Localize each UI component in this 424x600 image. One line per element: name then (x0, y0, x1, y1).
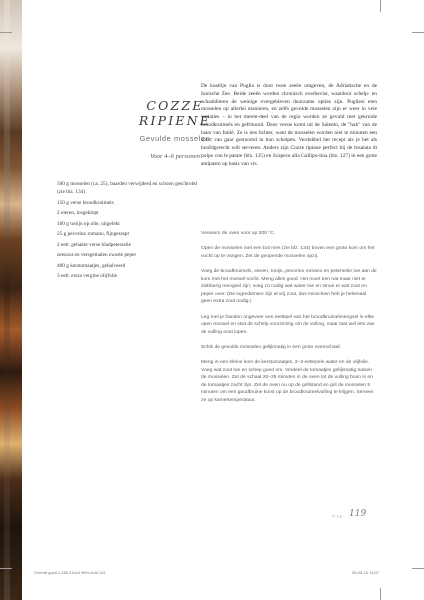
section-label: VIS (332, 514, 344, 519)
crop-mark (412, 568, 424, 569)
method-step: Voeg de broodkruimels, eieren, tonijn, pecorino romano en peterselie toe aan de kom met het mossel-vocht. Meng alles goed. Het moet een nat maar niet te slobberig mengsel zijn; voeg zo nodig wat water toe en strooi er wat zout en peper over. (De ingrediënten zijn al vrij zout, dus misschien heb je helemaal geen extra zout nodig.) (201, 268, 377, 305)
recipe-title-line: COZZE (146, 98, 204, 113)
page-number: 119 (349, 509, 367, 519)
ingredient-item: 2 eetl. gehakte verse bladpeterselie (57, 241, 131, 248)
crop-mark (380, 0, 381, 12)
crop-mark (0, 568, 12, 569)
method-step: Meng in een kleine kom de kerstomaatjes, 2–3 eetlepels water en de olijfolie. Voeg wat zout toe en schep goed om. Verdeel de tomaatjes gelijkmatig tussen de mosselen. Zet de schaal 20–25 minuten in de oven tot de vulling bruin is en de tomaatjes zacht zijn. Zet de oven nu op de grillstand en gril de mosselen 5 minuten om een goudbruine korst op de broodkruimelvulling te krijgen. Serveer ze op kamertemperatuur. (201, 360, 374, 404)
recipe-intro: De kustlijn van Puglia is door twee zeeën omgeven, de Adriatische en de Ionische Zee. Beide zeeën worden chronisch overbevist, waardoor schelp- en schaaldieren de weinige overgebleven duurzame opties zijn. Pugliesi eten mosselen op allerlei manieren, en zelfs gevulde mosselen zijn er weer in vele variaties – in het meren-deel van de regio worden ze gevuld met gekruide broodkruimels en gefrituurd. Deze versie komt uit de Salento, de "hak" van de laars van Italië. Ze is iets lichter, want de mosselen worden niet te minuten een soort van gaar gestoomd in hun schelpen. Verdubbel het recept als je het als hoofdgerecht wilt serveren. Anders zijn Cozze ripiene perfect bij de Insalata di polpo con le patate (blz. 135) en Scapece alla Gallipo-lina (blz. 127) in een grote antipasto op basis van vis. (201, 83, 377, 167)
recipe-title-line: RIPIENE (138, 113, 212, 128)
ingredient-item: 25 g pecorino romano, fijngeraspt (57, 231, 129, 238)
servings: Voor 4–6 personen (150, 153, 200, 160)
ingredient-item: 400 g kerstomaatjes, gehalveerd (57, 262, 126, 269)
method-step: Open de mosselen met een bot mes (zie blz. 134) boven een grote kom om het vocht op te vangen. Zet de geopende mosselen opzij. (201, 246, 375, 259)
crop-mark (412, 32, 424, 33)
method-step: Leg met je handen ongeveer een eetlepel van het broodkruimelmengsel in elke open mossel en sluit de schelp voorzichtig om de vulling, maar laat wel iets van de vulling eruit lopen. (201, 314, 375, 335)
ingredient-item: 2 eieren, losgeklopt (57, 210, 99, 217)
method-step: Schik de gevulde mosselen gelijkmatig in een grote ovenschaal. (201, 344, 341, 350)
print-slug-file: Griendt gusti 1-256 21x24 96%.indd 119 (34, 570, 106, 575)
ingredient-item: zeezout en versgemalen zwarte peper (57, 252, 137, 259)
print-slug-date: 08-05-15 14:07 (352, 570, 380, 575)
ingredient-item: 500 g mosselen (ca. 25), baarden verwijderd en schoon geschrobd (zie blz. 134) (57, 181, 197, 196)
cover-photo-strip (0, 0, 22, 600)
crop-mark (0, 32, 12, 33)
ingredient-item: 150 g verse broodkruimels (57, 199, 114, 206)
method-steps (201, 230, 377, 412)
ingredients-list (57, 180, 197, 283)
recipe-subtitle: Gevulde mosselen (139, 134, 211, 143)
ingredient-item: 3 eetl. extra vergine olijfolie (57, 273, 118, 280)
method-step: Verwarm de oven voor op 200 °C. (201, 231, 276, 236)
ingredient-item: 100 g tonijn op olie, uitgelekt (57, 220, 120, 227)
crop-mark (380, 588, 381, 600)
